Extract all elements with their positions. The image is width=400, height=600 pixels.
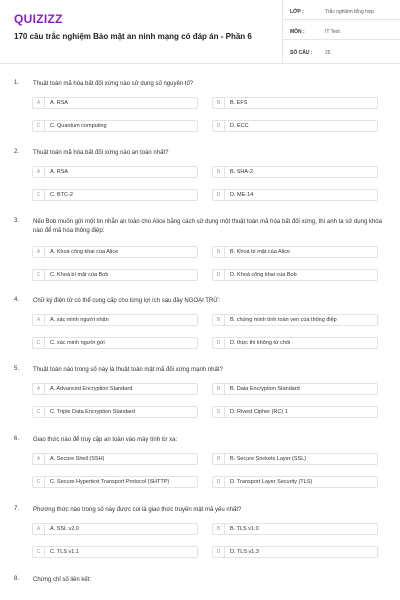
option-letter: C	[33, 547, 45, 557]
answer-option[interactable]	[212, 406, 378, 418]
option-text: B. SHA-2	[230, 169, 253, 175]
question-text: Thuật toán mã hóa bất đối xứng nào sử dụng số nguyên tố?	[33, 81, 194, 87]
option-text: B. Khoá bí mật của Alice	[230, 249, 290, 255]
option-letter: D	[213, 121, 225, 131]
meta-label: MÔN :	[290, 29, 305, 35]
answer-option[interactable]	[32, 337, 198, 349]
answer-option[interactable]	[212, 314, 378, 326]
option-text: B. EFS	[230, 100, 248, 106]
meta-value: 25	[325, 49, 331, 56]
question-number: 3.	[14, 218, 20, 224]
question-text: Thuật toán mã hóa bất đối xứng nào an toàn nhất?	[33, 150, 169, 156]
answer-option[interactable]	[32, 476, 198, 488]
question-number: 8.	[14, 576, 20, 582]
answer-option[interactable]	[32, 406, 198, 418]
option-letter: B	[213, 167, 225, 177]
answer-option[interactable]	[212, 383, 378, 395]
option-letter: C	[33, 338, 45, 348]
meta-label: LỚP :	[290, 9, 304, 15]
option-letter: D	[213, 477, 225, 487]
answer-option[interactable]	[32, 314, 198, 326]
question-number: 2.	[14, 149, 20, 155]
meta-row-subject	[283, 25, 400, 40]
meta-label: SỐ CÂU :	[290, 49, 313, 56]
option-text: C. Khoá bí mật của Bob	[50, 272, 109, 278]
option-letter: A	[33, 524, 45, 534]
question-text: Giao thức nào để truy cập an toàn vào máy tính từ xa:	[33, 437, 178, 443]
option-text: A. Secure Shell (SSH)	[50, 456, 105, 462]
option-text: B. Data Encryption Standard	[230, 386, 300, 392]
option-text: A. Khoá công khai của Alice	[50, 249, 119, 255]
answer-option[interactable]	[32, 166, 198, 178]
answer-option[interactable]	[212, 120, 378, 132]
option-text: D. ECC	[230, 123, 249, 129]
answer-option[interactable]	[212, 476, 378, 488]
option-text: B. Secure Sockets Layer (SSL)	[230, 456, 307, 462]
option-letter: C	[33, 477, 45, 487]
meta-value: Trắc nghiệm tổng hợp	[325, 9, 374, 15]
option-letter: D	[213, 338, 225, 348]
option-text: D. thực thi không từ chối	[230, 340, 291, 346]
option-text: A. RSA	[50, 100, 69, 106]
answer-option[interactable]	[32, 189, 198, 201]
option-letter: B	[213, 247, 225, 257]
answer-option[interactable]	[32, 453, 198, 465]
answer-option[interactable]	[212, 337, 378, 349]
meta-value: IT Test	[325, 29, 340, 35]
option-text: B. TLS v1.0	[230, 526, 259, 532]
question-number: 5.	[14, 366, 20, 372]
answer-option[interactable]	[212, 246, 378, 258]
option-letter: C	[33, 121, 45, 131]
answer-option[interactable]	[212, 97, 378, 109]
option-text: B. chứng minh tính toàn vẹn của thông điệp	[230, 317, 337, 323]
option-text: A. RSA	[50, 169, 69, 175]
question-text: Chữ ký điện tử có thể cung cấp cho từng lợi ích sau đây NGOẠI TRỪ:	[33, 298, 221, 304]
option-letter: C	[33, 407, 45, 417]
option-text: C. Quantum computing	[50, 123, 107, 129]
question-text: Nếu Bob muốn gửi một tin nhắn an toàn cho Alice bằng cách sử dụng một thuật toán mã hóa bất đối xứng, thì anh ta sử dụng khóa nào để mã hóa thông điệp:	[33, 219, 382, 234]
meta-row-count	[283, 45, 400, 60]
question-number: 1.	[14, 80, 20, 86]
question-text: Thuật toán nào trong số này là thuật toán mật mã đối xứng mạnh nhất?	[33, 367, 223, 373]
option-letter: B	[213, 98, 225, 108]
option-text: C. Triple Data Encryption Standard	[50, 409, 135, 415]
option-letter: A	[33, 454, 45, 464]
worksheet-title: 170 câu trắc nghiệm Bảo mật an ninh mạng có đáp án - Phần 6	[14, 32, 252, 41]
answer-option[interactable]	[212, 189, 378, 201]
question-text: Chứng chỉ số liên kết:	[33, 577, 92, 583]
option-letter: A	[33, 315, 45, 325]
worksheet-header	[0, 0, 400, 64]
option-letter: B	[213, 384, 225, 394]
option-text: D. TLS v1.3	[230, 549, 259, 555]
option-letter: D	[213, 547, 225, 557]
option-text: A. SSL v2.0	[50, 526, 79, 532]
option-text: D. Khoá công khai của Bob	[230, 272, 297, 278]
option-letter: D	[213, 270, 225, 280]
answer-option[interactable]	[32, 546, 198, 558]
option-letter: C	[33, 190, 45, 200]
meta-row-class	[283, 5, 400, 20]
question-number: 7.	[14, 506, 20, 512]
option-letter: B	[213, 454, 225, 464]
answer-option[interactable]	[212, 523, 378, 535]
option-text: A. Advanced Encryption Standard	[50, 386, 133, 392]
option-letter: A	[33, 167, 45, 177]
option-text: C. xác minh người gửi	[50, 340, 105, 346]
answer-option[interactable]	[32, 246, 198, 258]
option-letter: C	[33, 270, 45, 280]
question-number: 4.	[14, 297, 20, 303]
answer-option[interactable]	[32, 97, 198, 109]
option-text: C. BTC-2	[50, 192, 73, 198]
option-letter: A	[33, 247, 45, 257]
option-text: A. xác minh người nhận	[50, 317, 109, 323]
answer-option[interactable]	[32, 383, 198, 395]
question-text: Phương thức nào trong số này được coi là giao thức truyền mật mã yếu nhất?	[33, 507, 242, 513]
answer-option[interactable]	[212, 269, 378, 281]
answer-option[interactable]	[212, 453, 378, 465]
quizizz-logo: QUIZIZZ	[14, 12, 63, 26]
option-letter: D	[213, 407, 225, 417]
option-letter: B	[213, 524, 225, 534]
answer-option[interactable]	[212, 546, 378, 558]
option-letter: D	[213, 190, 225, 200]
option-text: D. Rivest Cipher (RC) 1	[230, 409, 288, 415]
option-text: C. TLS v1.1	[50, 549, 79, 555]
question-number: 6.	[14, 436, 20, 442]
answer-option[interactable]	[32, 120, 198, 132]
option-text: C. Secure Hypertext Transport Protocol (SHTTP)	[50, 479, 170, 485]
option-letter: A	[33, 98, 45, 108]
option-text: D. Transport Layer Security (TLS)	[230, 479, 313, 485]
option-letter: A	[33, 384, 45, 394]
answer-option[interactable]	[32, 523, 198, 535]
answer-option[interactable]	[32, 269, 198, 281]
worksheet-meta	[282, 0, 400, 63]
option-letter: B	[213, 315, 225, 325]
answer-option[interactable]	[212, 166, 378, 178]
option-text: D. ME-14	[230, 192, 254, 198]
